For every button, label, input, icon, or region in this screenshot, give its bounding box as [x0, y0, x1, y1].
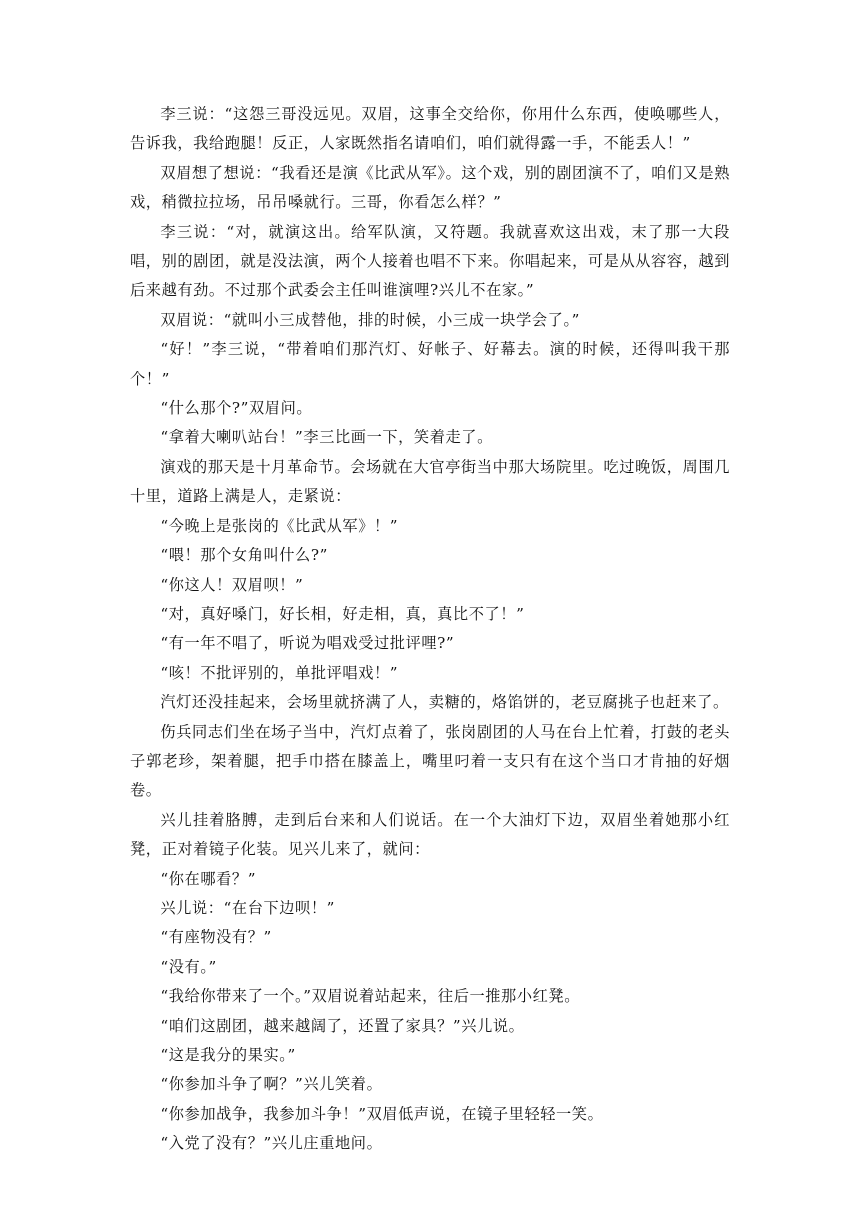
- paragraph: 双眉想了想说：“我看还是演《比武从军》。这个戏，别的剧团演不了，咱们又是熟戏，稍微拉拉场，吊吊嗓就行。三哥，你看怎么样？”: [130, 163, 730, 212]
- paragraph: “我给你带来了一个。”双眉说着站起来，往后一推那小红凳。: [160, 987, 580, 1006]
- paragraph: “喂！那个女角叫什么?”: [160, 546, 328, 565]
- paragraph: 兴儿说：“在台下边呗！”: [160, 898, 335, 917]
- paragraph: “有一年不唱了，听说为唱戏受过批评哩?”: [160, 634, 455, 653]
- paragraph: “好！”李三说，“带着咱们那汽灯、好帐子、好幕去。演的时候，还得叫我干那个！”: [130, 340, 730, 388]
- paragraph: 双眉说：“就叫小三成替他，排的时候，小三成一块学会了。”: [160, 310, 580, 329]
- paragraph: 伤兵同志们坐在场子当中，汽灯点着了，张岗剧团的人马在台上忙着，打鼓的老头子郭老珍，架着腿，把手巾搭在膝盖上，嘴里叼着一支只有在这个当口才肯抽的好烟卷。: [130, 722, 730, 800]
- paragraph: “今晚上是张岗的《比武从军》！”: [160, 516, 399, 535]
- paragraph: “你参加斗争了啊？”兴儿笑着。: [160, 1075, 383, 1094]
- paragraph: 兴儿挂着胳膊，走到后台来和人们说话。在一个大油灯下边，双眉坐着她那小红凳，正对着镜子化装。见兴儿来了，就问：: [130, 810, 730, 859]
- paragraph: “入党了没有？”兴儿庄重地问。: [160, 1134, 383, 1153]
- paragraph: 李三说：“对，就演这出。给军队演，又符题。我就喜欢这出戏，末了那一大段唱，别的剧团，就是没法演，两个人接着也唱不下来。你唱起来，可是从从容容，越到后来越有劲。不过那个武委会主任叫谁演哩?兴儿不在家。”: [130, 222, 730, 300]
- paragraph: “你在哪看？”: [160, 869, 257, 888]
- paragraph: “没有。”: [160, 957, 217, 976]
- paragraph: “这是我分的果实。”: [160, 1046, 296, 1064]
- document-body: [130, 100, 730, 1159]
- paragraph: “咱们这剧团，越来越阔了，还置了家具？”兴儿说。: [160, 1016, 525, 1035]
- paragraph: “咳！不批评别的，单批评唱戏！”: [160, 663, 399, 682]
- paragraph: 汽灯还没挂起来，会场里就挤满了人，卖糖的，烙馅饼的，老豆腐挑子也赶来了。: [160, 693, 729, 712]
- paragraph: “什么那个?”双眉问。: [160, 399, 313, 418]
- paragraph: “你这人！双眉呗！”: [160, 575, 304, 594]
- paragraph: “拿着大喇叭站台！”李三比画一下，笑着走了。: [160, 428, 493, 447]
- paragraph: “对，真好嗓门，好长相，好走相，真，真比不了！”: [160, 604, 525, 623]
- paragraph: “你参加战争，我参加斗争！”双眉低声说，在镜子里轻轻一笑。: [160, 1104, 604, 1123]
- paragraph: “有座物没有？”: [160, 928, 272, 947]
- paragraph: 李三说：“这怨三哥没远见。双眉，这事全交给你，你用什么东西，使唤哪些人，告诉我，我给跑腿！反正，人家既然指名请咱们，咱们就得露一手，不能丢人！”: [130, 105, 730, 153]
- paragraph: 演戏的那天是十月革命节。会场就在大官亭街当中那大场院里。吃过晚饭，周围几十里，道路上满是人，走紧说：: [130, 457, 730, 506]
